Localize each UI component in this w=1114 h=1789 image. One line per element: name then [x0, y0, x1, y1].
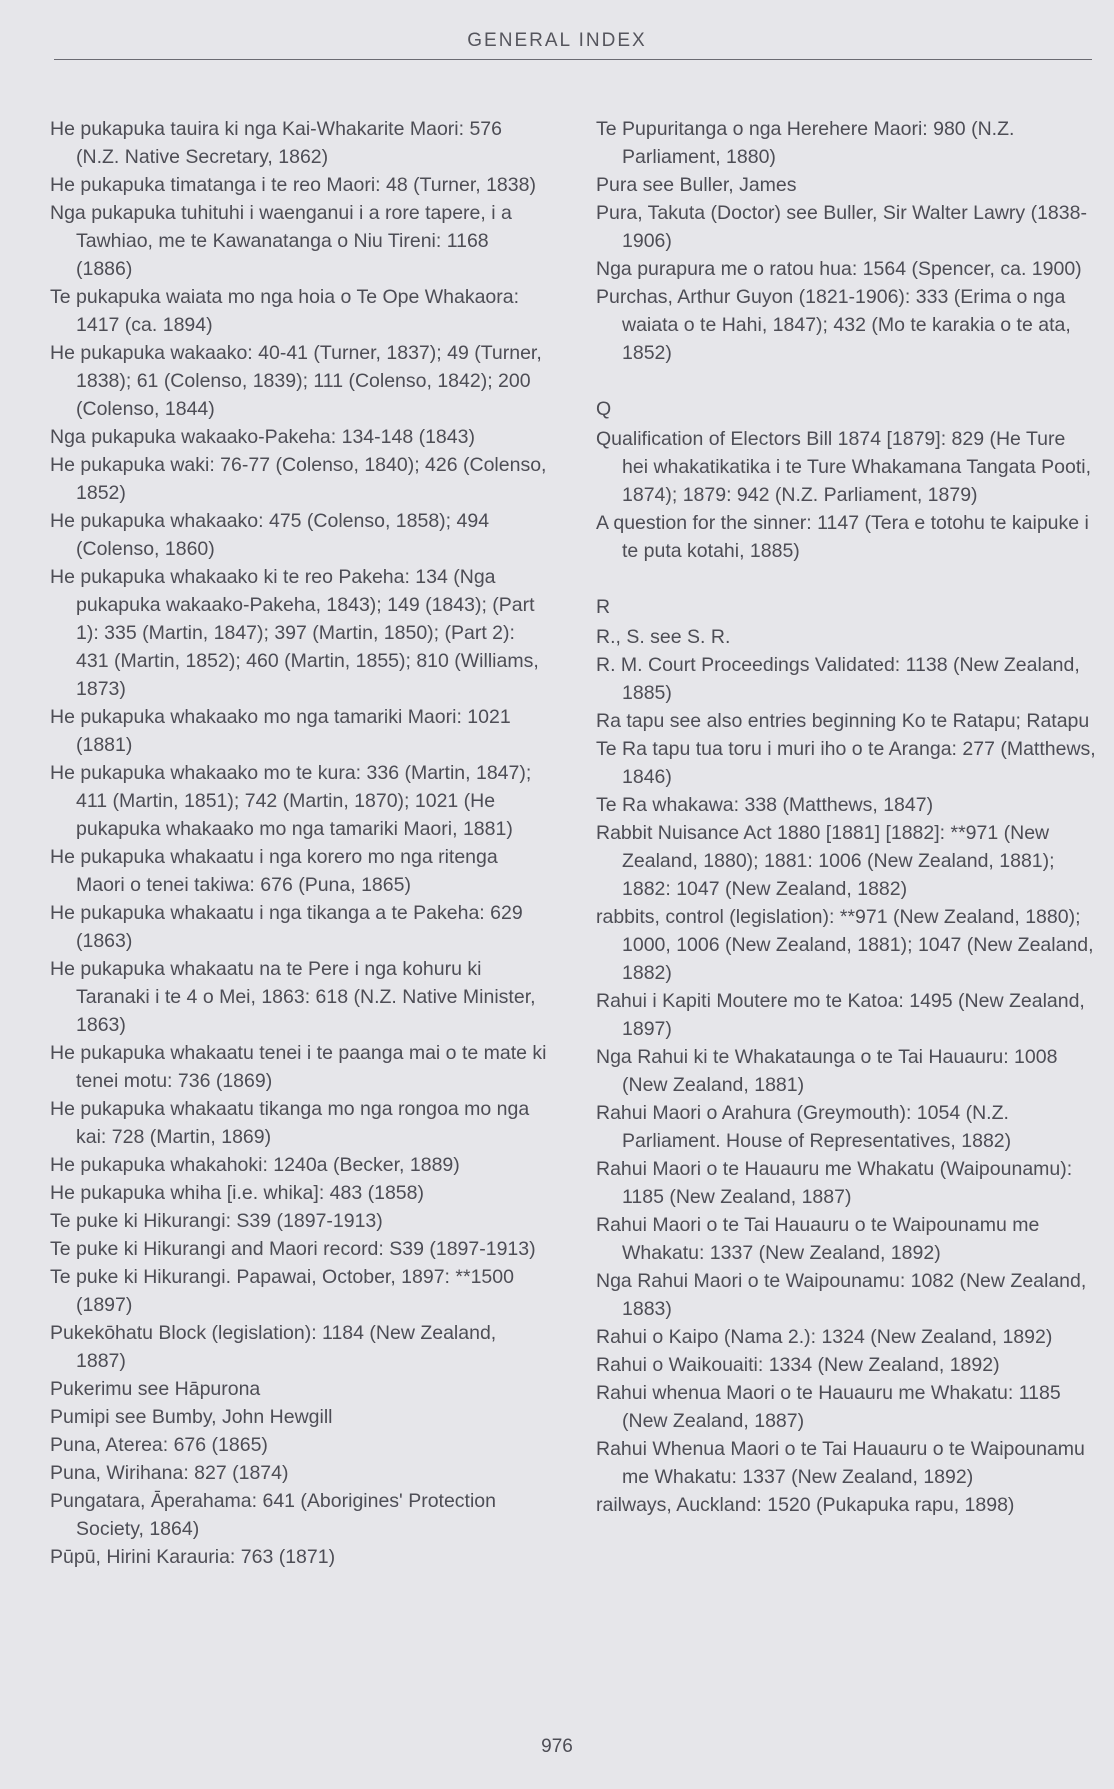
index-entry: Te puke ki Hikurangi: S39 (1897-1913): [50, 1210, 383, 1232]
index-entry: Rahui o Kaipo (Nama 2.): 1324 (New Zealand, 1892): [596, 1326, 1053, 1348]
index-entry: Pukerimu see Hāpurona: [50, 1378, 261, 1400]
index-entry: Qualification of Electors Bill 1874 [1879]: 829 (He Ture hei whakatikatika i te Ture Whakamana Tangata Pooti, 1874); 1879: 942 (N.Z. Parliament, 1879): [596, 428, 1091, 506]
index-entry: R. M. Court Proceedings Validated: 1138 (New Zealand, 1885): [596, 654, 1080, 704]
index-entry: He pukapuka whakaatu i nga tikanga a te Pakeha: 629 (1863): [50, 902, 523, 952]
right-column: [596, 115, 1096, 1519]
index-entry: Rahui i Kapiti Moutere mo te Katoa: 1495 (New Zealand, 1897): [596, 990, 1085, 1040]
index-entry: He pukapuka whakaako ki te reo Pakeha: 134 (Nga pukapuka wakaako-Pakeha, 1843); 149 (1843); (Part 1): 335 (Martin, 1847); 397 (Martin, 1850); (Part 2): 431 (Martin, 1852); 460 (Martin, 1855); 810 (Williams, 1873): [50, 566, 539, 700]
index-entry: Rahui Maori o te Hauauru me Whakatu (Waipounamu): 1185 (New Zealand, 1887): [596, 1158, 1073, 1208]
index-entry: Puna, Wirihana: 827 (1874): [50, 1462, 289, 1484]
section-letter-q: Q: [596, 398, 612, 420]
header-rule: [54, 59, 1092, 60]
index-entry: Te puke ki Hikurangi. Papawai, October, 1897: **1500 (1897): [50, 1266, 514, 1316]
index-entry: Nga Rahui ki te Whakataunga o te Tai Hauauru: 1008 (New Zealand, 1881): [596, 1046, 1058, 1096]
index-entry: Purchas, Arthur Guyon (1821-1906): 333 (Erima o nga waiata o te Hahi, 1847); 432 (Mo te karakia o te ata, 1852): [596, 286, 1071, 364]
index-entry: Nga pukapuka tuhituhi i waenganui i a rore tapere, i a Tawhiao, me te Kawanatanga o Niu Tireni: 1168 (1886): [50, 202, 512, 280]
index-entry: Te pukapuka waiata mo nga hoia o Te Ope Whakaora: 1417 (ca. 1894): [50, 286, 520, 336]
index-entry: He pukapuka whakaako mo nga tamariki Maori: 1021 (1881): [50, 706, 511, 756]
index-entry: He pukapuka whakaako mo te kura: 336 (Martin, 1847); 411 (Martin, 1851); 742 (Martin, 1870); 1021 (He pukapuka whakaako mo nga tamariki Maori, 1881): [50, 762, 532, 840]
index-entry: A question for the sinner: 1147 (Tera e totohu te kaipuke i te puta kotahi, 1885): [596, 512, 1089, 562]
index-entry: Nga pukapuka wakaako-Pakeha: 134-148 (1843): [50, 426, 475, 448]
index-entry: He pukapuka whakaatu na te Pere i nga kohuru ki Taranaki i te 4 o Mei, 1863: 618 (N.Z. Native Minister, 1863): [50, 958, 536, 1036]
index-entry: He pukapuka whakaako: 475 (Colenso, 1858); 494 (Colenso, 1860): [50, 510, 490, 560]
index-entry: Pura, Takuta (Doctor) see Buller, Sir Walter Lawry (1838-1906): [596, 202, 1087, 252]
index-entry: Pungatara, Āperahama: 641 (Aborigines' Protection Society, 1864): [50, 1490, 496, 1540]
index-entry: Pura see Buller, James: [596, 174, 797, 196]
index-entry: Rahui Whenua Maori o te Tai Hauauru o te Waipounamu me Whakatu: 1337 (New Zealand, 1892): [596, 1438, 1085, 1488]
index-entry: He pukapuka whakahoki: 1240a (Becker, 1889): [50, 1154, 460, 1176]
section-gap: [596, 367, 1096, 381]
index-entry: Pukekōhatu Block (legislation): 1184 (New Zealand, 1887): [50, 1322, 497, 1372]
index-entry: Te Pupuritanga o nga Herehere Maori: 980 (N.Z. Parliament, 1880): [596, 118, 1015, 168]
index-entry: Pūpū, Hirini Karauria: 763 (1871): [50, 1546, 336, 1568]
index-entry: Nga Rahui Maori o te Waipounamu: 1082 (New Zealand, 1883): [596, 1270, 1087, 1320]
index-entry: Ra tapu see also entries beginning Ko te Ratapu; Ratapu: [596, 710, 1090, 732]
section-gap: [596, 565, 1096, 579]
left-column: [50, 115, 550, 1571]
section-letter-r: R: [596, 596, 611, 618]
running-header: GENERAL INDEX: [467, 30, 647, 51]
index-entry: He pukapuka tauira ki nga Kai-Whakarite Maori: 576 (N.Z. Native Secretary, 1862): [50, 118, 502, 168]
index-entry: railways, Auckland: 1520 (Pukapuka rapu, 1898): [596, 1494, 1015, 1516]
index-entry: He pukapuka whiha [i.e. whika]: 483 (1858): [50, 1182, 424, 1204]
index-entry: Puna, Aterea: 676 (1865): [50, 1434, 268, 1456]
index-entry: Rahui whenua Maori o te Hauauru me Whakatu: 1185 (New Zealand, 1887): [596, 1382, 1061, 1432]
index-entry: Te Ra tapu tua toru i muri iho o te Aranga: 277 (Matthews, 1846): [596, 738, 1096, 788]
index-entry: Nga purapura me o ratou hua: 1564 (Spencer, ca. 1900): [596, 258, 1082, 280]
page-number: 976: [541, 1736, 573, 1757]
index-entry: He pukapuka whakaatu i nga korero mo nga ritenga Maori o tenei takiwa: 676 (Puna, 1865): [50, 846, 498, 896]
index-entry: Te puke ki Hikurangi and Maori record: S39 (1897-1913): [50, 1238, 536, 1260]
index-entry: He pukapuka whakaatu tikanga mo nga rongoa mo nga kai: 728 (Martin, 1869): [50, 1098, 530, 1148]
index-entry: R., S. see S. R.: [596, 626, 731, 648]
index-entry: He pukapuka wakaako: 40-41 (Turner, 1837); 49 (Turner, 1838); 61 (Colenso, 1839); 111 (Colenso, 1842); 200 (Colenso, 1844): [50, 342, 542, 420]
index-entry: Rahui Maori o Arahura (Greymouth): 1054 (N.Z. Parliament. House of Representatives, 1882): [596, 1102, 1012, 1152]
index-entry: Pumipi see Bumby, John Hewgill: [50, 1406, 333, 1428]
index-entry: Rahui o Waikouaiti: 1334 (New Zealand, 1892): [596, 1354, 1000, 1376]
index-entry: He pukapuka waki: 76-77 (Colenso, 1840); 426 (Colenso, 1852): [50, 454, 547, 504]
index-entry: rabbits, control (legislation): **971 (New Zealand, 1880); 1000, 1006 (New Zealand, 1881); 1047 (New Zealand, 1882): [596, 906, 1094, 984]
index-entry: Rabbit Nuisance Act 1880 [1881] [1882]: **971 (New Zealand, 1880); 1881: 1006 (New Zealand, 1881); 1882: 1047 (New Zealand, 1882): [596, 822, 1055, 900]
index-entry: Rahui Maori o te Tai Hauauru o te Waipounamu me Whakatu: 1337 (New Zealand, 1892): [596, 1214, 1040, 1264]
index-entry: He pukapuka timatanga i te reo Maori: 48 (Turner, 1838): [50, 174, 536, 196]
index-entry: Te Ra whakawa: 338 (Matthews, 1847): [596, 794, 934, 816]
index-entry: He pukapuka whakaatu tenei i te paanga mai o te mate ki tenei motu: 736 (1869): [50, 1042, 547, 1092]
